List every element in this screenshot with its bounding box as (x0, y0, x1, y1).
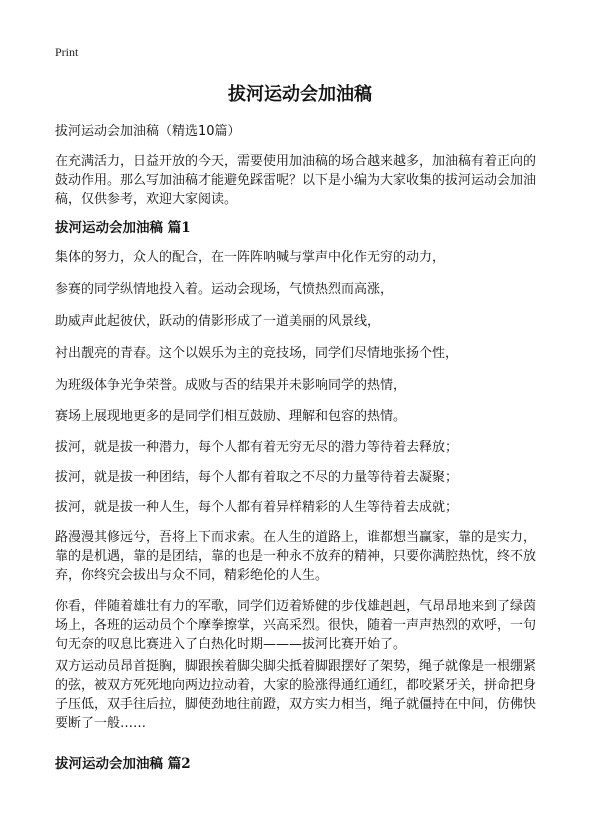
body-paragraph: 双方运动员昂首挺胸，脚跟挨着脚尖脚尖抵着脚跟摆好了架势，绳子就像是一根绷紧的弦，被双方死死地向两边拉动着，大家的脸涨得通红通红，都咬紧牙关，拼命把身子压低，双手往后拉，脚使劲地往前蹬，双方实力相当，绳子就僵持在中间，仿佛快要断了一般…… (55, 659, 537, 731)
body-line: 衬出靓亮的青春。这个以娱乐为主的竞技场，同学们尽情地张扬个性， (55, 346, 459, 361)
body-line: 赛场上展现地更多的是同学们相互鼓励、理解和包容的热情。 (55, 409, 407, 424)
body-line: 集体的努力，众人的配合，在一阵阵呐喊与掌声中化作无穷的动力， (55, 250, 446, 265)
document-title: 拔河运动会加油稿 (228, 84, 372, 105)
body-line: 拔河，就是拔一种团结，每个人都有着取之不尽的力量等待着去凝聚； (55, 470, 459, 485)
body-line: 助威声此起彼伏，跃动的倩影形成了一道美丽的风景线， (55, 314, 381, 329)
body-paragraph: 你看，伴随着雄壮有力的军歌，同学们迈着矫健的步伐雄赳赳，气昂昂地来到了绿茵场上，各班的运动员个个摩拳擦掌，兴高采烈。很快，随着一声声热烈的欢呼，一句句无奈的叹息比赛进入了白热化时期———拔河比赛开始了。 (55, 599, 537, 652)
body-paragraph: 路漫漫其修远兮，吾将上下而求索。在人生的道路上，谁都想当赢家，靠的是实力，靠的是机遇，靠的是团结，靠的也是一种永不放弃的精神，只要你满腔热忱，终不放弃，你终究会拔出与众不同，精彩绝伦的人生。 (55, 530, 537, 583)
body-line: 拔河，就是拔一种人生，每个人都有着异样精彩的人生等待着去成就； (55, 500, 459, 515)
intro-paragraph: 在充满活力，日益开放的今天，需要使用加油稿的场合越来越多，加油稿有着正向的鼓动作用。那么写加油稿才能避免踩雷呢？以下是小编为大家收集的拔河运动会加油稿，仅供参考，欢迎大家阅读。 (55, 154, 537, 207)
body-line: 为班级体争光争荣誉。成败与否的结果并未影响同学的热情， (55, 378, 407, 393)
document-subtitle: 拔河运动会加油稿（精选10篇） (55, 124, 241, 139)
body-line: 参赛的同学纵情地投入着。运动会现场，气愤热烈而高涨， (55, 282, 394, 297)
body-line: 拔河，就是拔一种潜力，每个人都有着无穷无尽的潜力等待着去释放； (55, 440, 459, 455)
print-label[interactable]: Print (55, 45, 79, 59)
section-heading-2: 拔河运动会加油稿 篇2 (55, 756, 191, 772)
section-heading-1: 拔河运动会加油稿 篇1 (55, 220, 191, 236)
